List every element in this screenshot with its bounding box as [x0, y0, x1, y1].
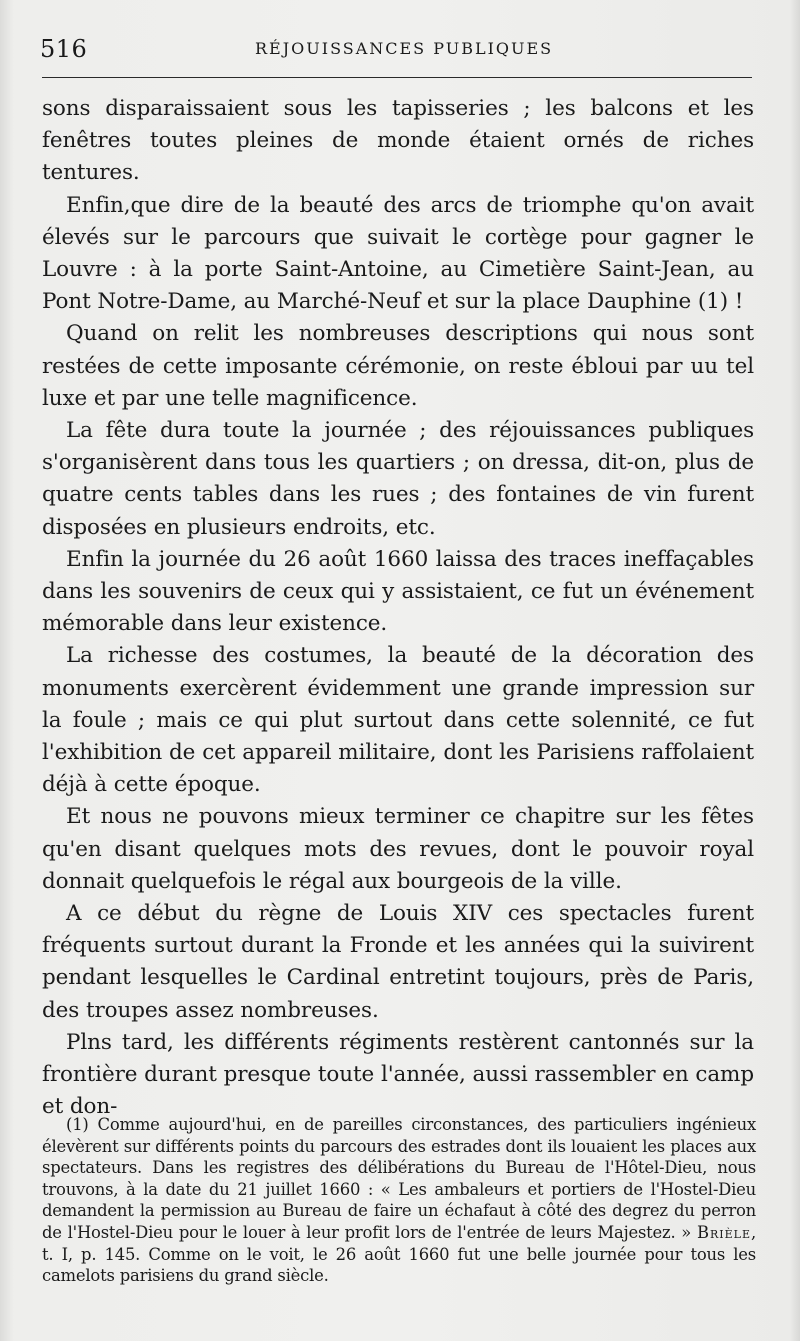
paragraph: Quand on relit les nombreuses descriptions qui nous sont restées de cette imposante cérémonie, on reste ébloui par uu tel luxe et par une telle magnificence.: [42, 321, 754, 411]
paragraph: La richesse des costumes, la beauté de la décoration des monuments exercèrent évidemment une grande impression sur la foule ; mais ce qui plut surtout dans cette solennité, ce fut l'exhibition de cet appareil militaire, dont les Parisiens raffolaient déjà à cette époque.: [42, 643, 754, 798]
body-text: [42, 93, 754, 1124]
paragraph: La fête dura toute la journée ; des réjouissances publiques s'organisèrent dans tous les quartiers ; on dressa, dit-on, plus de quatre cents tables dans les rues ; des fontaines de vin furent disposées en plusieurs endroits, etc.: [42, 418, 754, 540]
page-number: 516: [40, 35, 88, 63]
paragraph: Plns tard, les différents régiments restèrent cantonnés sur la frontière durant presque toute l'année, aussi rassembler en camp et don-: [42, 1029, 754, 1120]
header-rule: [42, 77, 752, 78]
running-title: RÉJOUISSANCES PUBLIQUES: [255, 39, 554, 58]
paragraph: Enfin,que dire de la beauté des arcs de triomphe qu'on avait élevés sur le parcours que suivait le cortège pour gagner le Louvre : à la porte Saint-Antoine, au Cimetière Saint-Jean, au Pont Notre-Dame, au Marché-Neuf et sur la place Dauphine (1) !: [42, 192, 754, 315]
paragraph: Enfin la journée du 26 août 1660 laissa des traces ineffaçables dans les souvenirs de ceux qui y assistaient, ce fut un événement mémorable dans leur existence.: [42, 546, 754, 637]
footnote-author: Brièle: [696, 1222, 751, 1242]
footnote: [42, 1114, 756, 1287]
paragraph: A ce début du règne de Louis XIV ces spectacles furent fréquents surtout durant la Fronde et les années qui la suivirent pendant lesquelles le Cardinal entretint toujours, près de Paris, des troupes assez nombreuses.: [42, 901, 754, 1023]
page-header: [40, 34, 760, 64]
footnote-citation: , t. I, p. 145. Comme on le voit, le 26 août 1660 fut une belle journée pour tous les camelots parisiens du grand siècle.: [42, 1222, 757, 1286]
paragraph: sons disparaissaient sous les tapisseries ; les balcons et les fenêtres toutes pleines de monde étaient ornés de riches tentures.: [42, 96, 754, 186]
paragraph: Et nous ne pouvons mieux terminer ce chapitre sur les fêtes qu'en disant quelques mots des revues, dont le pouvoir royal donnait quelquefois le régal aux bourgeois de la ville.: [42, 804, 754, 894]
footnote-text: (1) Comme aujourd'hui, en de pareilles circonstances, des particuliers ingénieux élevèrent sur différents points du parcours des estrades dont ils louaient les places aux spectateurs. Dans les registres des délibérations du Bureau de l'Hôtel-Dieu, nous trouvons, à la date du 21 juillet 1660 : « Les ambaleurs et portiers de l'Hostel-Dieu demandent la permission au Bureau de faire un échafaut à côté des degrez du perron de l'Hostel-Dieu pour le louer à leur profit lors de l'entrée de leurs Majestez. »: [42, 1115, 756, 1242]
footnote-paragraph: [42, 1114, 756, 1287]
